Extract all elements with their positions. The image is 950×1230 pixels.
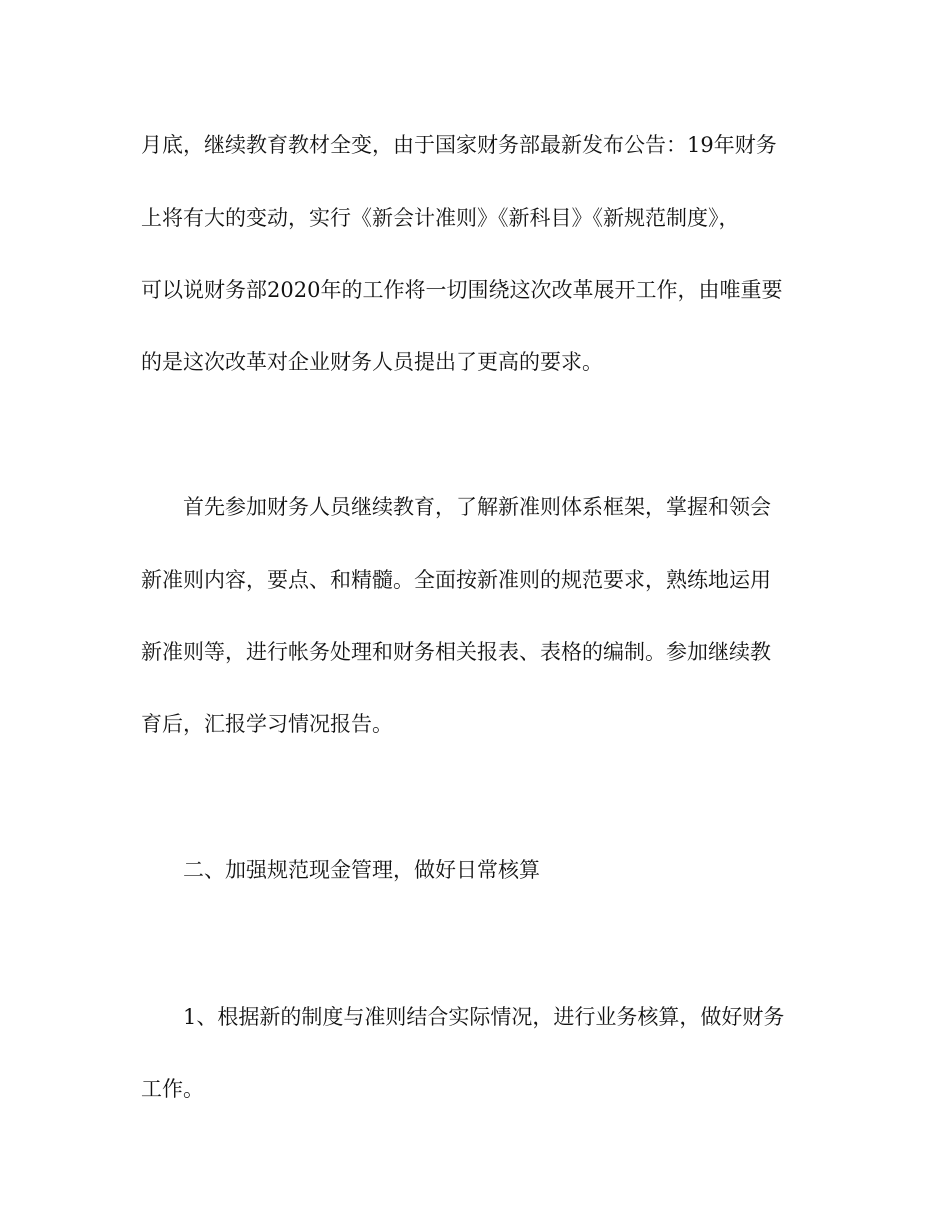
text-line: 上将有大的变动，实行《新会计准则》《新科目》《新规范制度》， <box>141 206 740 230</box>
heading-text: 二、加强规范现金管理，做好日常核算 <box>183 858 540 882</box>
text-line: 工作。 <box>141 1077 204 1101</box>
text-line: 的是这次改革对企业财务人员提出了更高的要求。 <box>141 350 603 374</box>
text-line: 育后，汇报学习情况报告。 <box>141 712 393 736</box>
text-line: 1、根据新的制度与准则结合实际情况，进行业务核算，做好财务 <box>183 1005 785 1029</box>
text-line: 新准则等，进行帐务处理和财务相关报表、表格的编制。参加继续教 <box>141 640 771 664</box>
text-line: 月底，继续教育教材全变，由于国家财务部最新发布公告：19年财务 <box>141 133 777 157</box>
text-line: 新准则内容，要点、和精髓。全面按新准则的规范要求，熟练地运用 <box>141 568 771 592</box>
text-line: 可以说财务部2020年的工作将一切围绕这次改革展开工作，由唯重要 <box>141 278 783 302</box>
text-line: 首先参加财务人员继续教育，了解新准则体系框架，掌握和领会 <box>183 495 771 519</box>
